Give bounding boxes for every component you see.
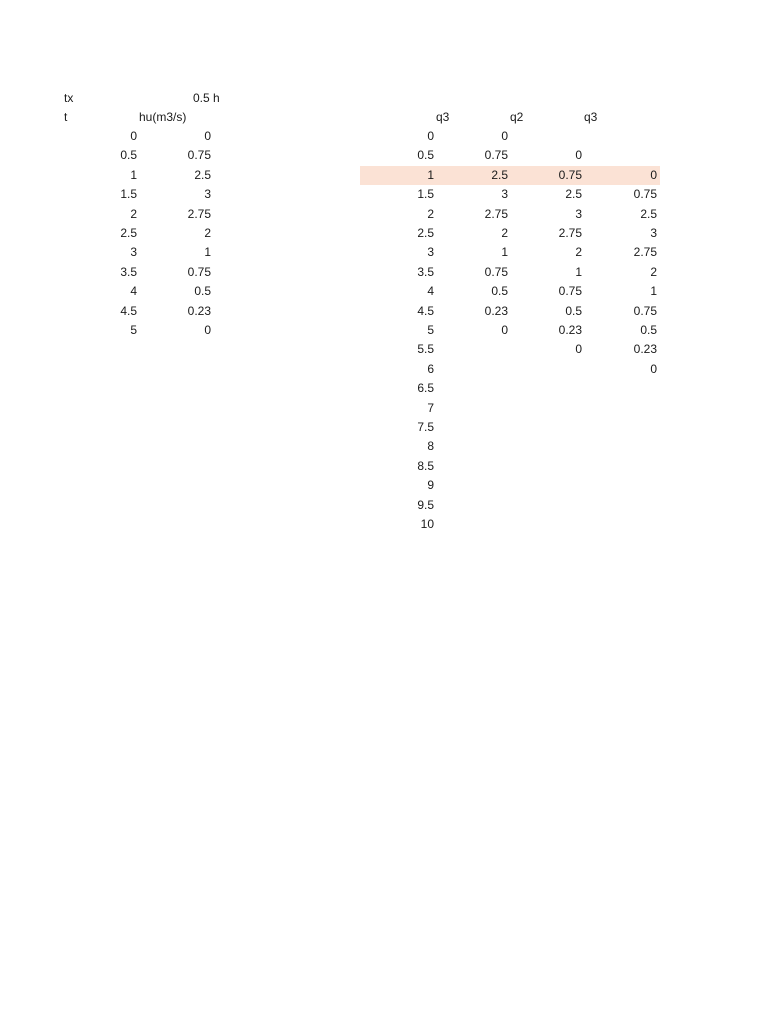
right-col2-cell[interactable] <box>450 496 508 515</box>
left-hu-cell[interactable]: 1 <box>204 245 211 260</box>
right-col1-cell[interactable]: 5.5 <box>417 342 434 357</box>
right-col1-cell[interactable]: 8.5 <box>417 458 434 473</box>
right-col1-cell[interactable]: 3 <box>427 245 434 260</box>
right-table-row <box>0 185 768 204</box>
right-col1-cell[interactable]: 6 <box>427 361 434 376</box>
right-col3-cell[interactable]: 0.5 <box>565 303 582 318</box>
right-col3-cell[interactable] <box>520 399 582 418</box>
right-col3-cell[interactable] <box>520 418 582 437</box>
right-table-row <box>0 321 768 340</box>
right-col1-cell[interactable]: 2.5 <box>417 226 434 240</box>
right-col1-cell[interactable]: 1 <box>427 167 434 182</box>
right-col1-cell[interactable]: 2 <box>427 206 434 221</box>
right-col4-cell[interactable]: 2.75 <box>633 245 657 260</box>
right-col2-cell[interactable] <box>450 379 508 398</box>
right-col4-cell[interactable] <box>600 496 657 515</box>
right-col1-cell[interactable]: 4 <box>427 284 434 299</box>
right-col3-cell[interactable] <box>520 379 582 398</box>
left-hu-cell[interactable]: 2.75 <box>187 206 211 221</box>
right-col3-cell[interactable]: 0.75 <box>558 284 582 299</box>
left-t-cell[interactable]: 1 <box>130 167 137 182</box>
right-col2-cell[interactable] <box>450 515 508 534</box>
right-col4-cell[interactable]: 0.23 <box>633 342 657 357</box>
left-t-cell[interactable]: 1.5 <box>120 187 137 202</box>
right-col3-cell[interactable]: 1 <box>575 264 582 279</box>
right-table-row <box>0 205 768 224</box>
right-col2-cell[interactable]: 2 <box>501 226 508 240</box>
right-col2-cell[interactable]: 0 <box>501 129 508 143</box>
right-table-row <box>0 437 768 456</box>
right-col4-cell[interactable]: 0 <box>650 361 657 376</box>
right-col4-cell[interactable]: 1 <box>650 284 657 299</box>
right-col3-cell[interactable] <box>520 496 582 515</box>
right-table-row <box>0 340 768 359</box>
right-col4-cell[interactable]: 0.75 <box>633 187 657 202</box>
right-col4-cell[interactable] <box>600 146 657 165</box>
right-col3-cell[interactable] <box>520 360 582 379</box>
right-col2-cell[interactable]: 3 <box>501 187 508 202</box>
right-col1-cell[interactable]: 9.5 <box>417 497 434 512</box>
right-table-row <box>0 515 768 534</box>
right-col3-cell[interactable]: 2.75 <box>558 226 582 240</box>
right-col4-cell[interactable]: 2 <box>650 264 657 279</box>
right-col1-cell[interactable]: 10 <box>420 517 434 531</box>
right-col4-cell[interactable] <box>600 399 657 418</box>
right-table-row <box>0 243 768 262</box>
right-col2-cell[interactable]: 2.75 <box>484 206 508 221</box>
right-col1-cell[interactable]: 7 <box>427 400 434 415</box>
right-col4-cell[interactable] <box>600 418 657 437</box>
right-col3-cell[interactable]: 0 <box>575 148 582 163</box>
right-col2-cell[interactable] <box>450 399 508 418</box>
right-col3-cell[interactable] <box>520 515 582 534</box>
right-col1-cell[interactable]: 1.5 <box>417 187 434 202</box>
left-t-cell[interactable]: 2 <box>130 206 137 221</box>
right-col2-cell[interactable] <box>450 476 508 495</box>
right-col3-cell[interactable] <box>520 457 582 476</box>
right-col4-cell[interactable]: 3 <box>650 226 657 240</box>
header-row-columns <box>0 108 768 127</box>
right-table-row <box>0 282 768 301</box>
right-table-row <box>0 166 768 185</box>
right-col2-cell[interactable] <box>450 360 508 379</box>
right-col3-cell[interactable]: 2 <box>575 245 582 260</box>
right-col4-cell[interactable]: 0.75 <box>633 303 657 318</box>
right-col2-cell[interactable]: 0.5 <box>491 284 508 299</box>
left-t-cell[interactable]: 3.5 <box>120 264 137 279</box>
right-col4-cell[interactable] <box>600 127 657 146</box>
left-hu-cell[interactable]: 0.75 <box>187 264 211 279</box>
right-col4-cell[interactable]: 2.5 <box>640 206 657 221</box>
right-table-row <box>0 399 768 418</box>
right-table-row <box>0 457 768 476</box>
right-table-row <box>0 476 768 495</box>
header-row-tx <box>0 89 768 108</box>
right-col4-cell[interactable] <box>600 515 657 534</box>
right-table-row <box>0 146 768 165</box>
right-col1-cell[interactable]: 7.5 <box>417 420 434 434</box>
right-col2-cell[interactable]: 0.75 <box>484 148 508 163</box>
right-col1-cell[interactable]: 6.5 <box>417 381 434 396</box>
left-t-cell[interactable]: 0.5 <box>120 148 137 163</box>
right-table-row <box>0 496 768 515</box>
right-col3-cell[interactable]: 0.23 <box>558 323 582 337</box>
q3-label-a[interactable]: q3 <box>436 110 450 124</box>
right-table-row <box>0 360 768 379</box>
right-col3-cell[interactable]: 2.5 <box>565 187 582 202</box>
right-col4-cell[interactable]: 0.5 <box>640 323 657 337</box>
right-col3-cell[interactable] <box>520 127 582 146</box>
right-table-row <box>0 302 768 321</box>
left-hu-cell[interactable]: 0.5 <box>194 284 211 299</box>
left-t-cell[interactable]: 4.5 <box>120 303 137 318</box>
left-hu-cell[interactable]: 0 <box>204 129 211 143</box>
right-col1-cell[interactable]: 5 <box>427 323 434 337</box>
left-t-cell[interactable]: 4 <box>130 284 137 299</box>
hu-label[interactable]: hu(m3/s) <box>139 110 187 124</box>
left-t-cell[interactable]: 0 <box>130 129 137 143</box>
right-col4-cell[interactable] <box>600 457 657 476</box>
right-col2-cell[interactable]: 1 <box>501 245 508 260</box>
right-col2-cell[interactable] <box>450 340 508 359</box>
right-col2-cell[interactable]: 0.75 <box>484 264 508 279</box>
right-col3-cell[interactable]: 0 <box>575 342 582 357</box>
right-col2-cell[interactable]: 0.23 <box>484 303 508 318</box>
right-col3-cell[interactable] <box>520 437 582 456</box>
right-table-row <box>0 127 768 146</box>
q3-label-b[interactable]: q3 <box>584 110 598 124</box>
left-t-cell[interactable]: 5 <box>130 323 137 337</box>
right-col1-cell[interactable]: 4.5 <box>417 303 434 318</box>
left-hu-cell[interactable]: 2.5 <box>194 167 211 182</box>
q2-label[interactable]: q2 <box>510 110 524 124</box>
left-t-cell[interactable]: 2.5 <box>120 226 137 240</box>
right-col2-cell[interactable]: 2.5 <box>491 167 508 182</box>
left-hu-cell[interactable]: 0.23 <box>187 303 211 318</box>
right-col1-cell[interactable]: 8 <box>427 439 434 454</box>
left-hu-cell[interactable]: 0 <box>204 323 211 337</box>
right-col4-cell[interactable] <box>600 379 657 398</box>
right-col2-cell[interactable] <box>450 418 508 437</box>
right-col3-cell[interactable]: 3 <box>575 206 582 221</box>
right-col4-cell[interactable] <box>600 476 657 495</box>
right-col1-cell[interactable]: 0.5 <box>417 148 434 163</box>
right-col4-cell[interactable] <box>600 437 657 456</box>
right-col1-cell[interactable]: 9 <box>427 478 434 493</box>
tx-label[interactable]: tx <box>64 91 74 105</box>
left-t-cell[interactable]: 3 <box>130 245 137 260</box>
left-hu-cell[interactable]: 2 <box>204 226 211 240</box>
right-col2-cell[interactable]: 0 <box>501 323 508 337</box>
right-col2-cell[interactable] <box>450 457 508 476</box>
left-hu-cell[interactable]: 3 <box>204 187 211 202</box>
right-col1-cell[interactable]: 3.5 <box>417 264 434 279</box>
t-label[interactable]: t <box>64 110 68 124</box>
right-table-row <box>0 379 768 398</box>
tx-value[interactable]: 0.5 h <box>193 91 220 105</box>
right-table-row <box>0 263 768 282</box>
right-col2-cell[interactable] <box>450 437 508 456</box>
right-col1-cell[interactable]: 0 <box>427 129 434 143</box>
right-col3-cell[interactable]: 0.75 <box>558 167 582 182</box>
right-table-row <box>0 224 768 243</box>
right-col3-cell[interactable] <box>520 476 582 495</box>
right-col4-cell[interactable]: 0 <box>650 167 657 182</box>
left-hu-cell[interactable]: 0.75 <box>187 148 211 163</box>
right-table-row <box>0 418 768 437</box>
